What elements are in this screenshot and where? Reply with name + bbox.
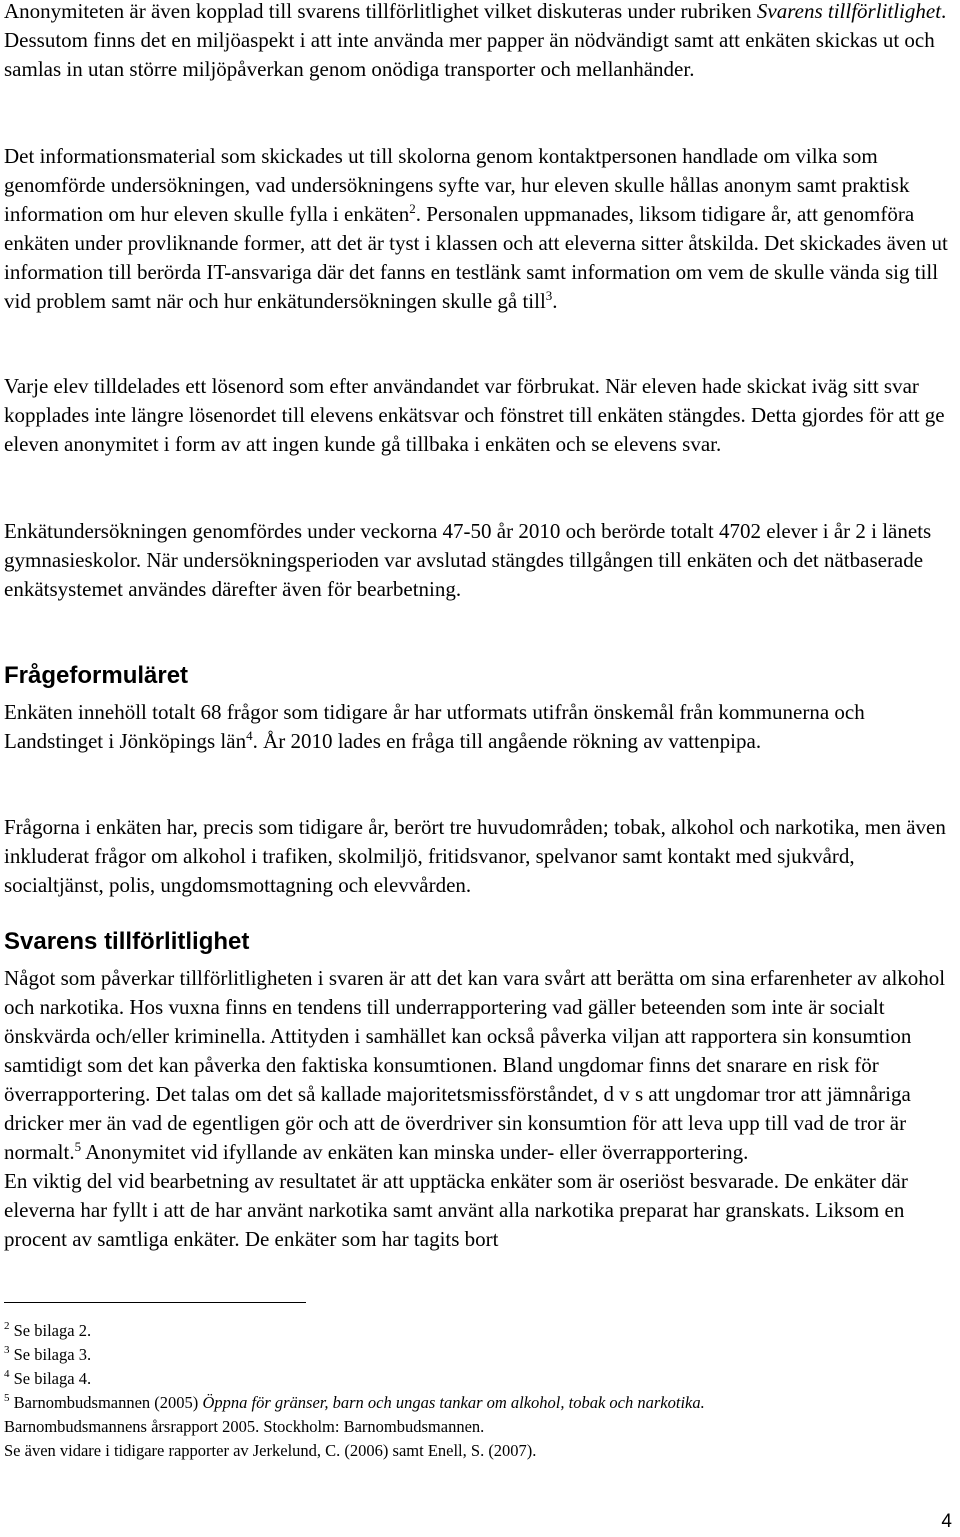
paragraph-question-areas: Frågorna i enkäten har, precis som tidigare år, berört tre huvudområden; tobak, alkohol och narkotika, men även inkluderat frågor om alkohol i trafiken, skolmiljö, fritidsvanor, spelvanor samt kontakt med sjukvård, socialtjänst, polis, ungdomsmottagning och elevvården. xyxy=(4,815,946,897)
footnote-divider xyxy=(4,1302,306,1303)
section-heading-reliability: Svarens tillförlitlighet xyxy=(4,928,250,955)
footnotes xyxy=(4,1319,956,1463)
paragraph-text: Det informationsmaterial som skickades ut till skolorna genom kontaktpersonen handlade om vilka som genomförde undersökningen, vad undersökningens syfte var, hur eleven skulle hållas anonym samt praktisk information om hur eleven skulle fylla i enkäten xyxy=(4,144,910,226)
footnote-2 xyxy=(4,1319,956,1343)
footnote-number: 3 xyxy=(4,1344,10,1356)
page-number: 4 xyxy=(941,1511,952,1532)
footnote-text: Se även vidare i tidigare rapporter av Jerkelund, C. (2006) samt Enell, S. (2007). xyxy=(4,1441,537,1460)
paragraph-survey-period: Enkätundersökningen genomfördes under veckorna 47-50 år 2010 och berörde totalt 4702 elever i år 2 i länets gymnasieskolor. När undersökningsperioden var avslutad stängdes tillgången till enkäten och det nätbaserade enkätsystemet användes därefter även för bearbetning. xyxy=(4,519,932,601)
footnote-text: Barnombudsmannens årsrapport 2005. Stockholm: Barnombudsmannen. xyxy=(4,1417,485,1436)
section-heading-questionnaire: Frågeformuläret xyxy=(4,662,189,689)
paragraph-reliability xyxy=(4,964,956,1254)
footnote-text: Se bilaga 4. xyxy=(13,1369,92,1388)
paragraph-text: Enkäten innehöll totalt 68 frågor som tidigare år har utformats utifrån önskemål från kommunerna och Landstinget i Jönköpings län xyxy=(4,700,865,753)
italic-reference: Svarens tillförlitlighet xyxy=(756,0,942,23)
footnote-4 xyxy=(4,1367,956,1391)
footnote-number: 5 xyxy=(4,1392,10,1404)
footnote-ref-5: 5 xyxy=(74,1139,82,1154)
paragraph-text: . xyxy=(552,289,558,313)
paragraph-text: Anonymiteten är även kopplad till svarens tillförlitlighet vilket diskuteras under rubriken xyxy=(4,0,752,23)
footnote-5-cont xyxy=(4,1415,956,1439)
footnote-text: Se bilaga 2. xyxy=(13,1321,92,1340)
footnote-ref-4: 4 xyxy=(246,728,253,743)
footnote-3 xyxy=(4,1343,956,1367)
paragraph-questionnaire xyxy=(4,698,956,756)
footnote-text: Se bilaga 3. xyxy=(13,1345,92,1364)
paragraph-password: Varje elev tilldelades ett lösenord som efter användandet var förbrukat. När eleven hade skickat iväg sitt svar kopplades inte längre lösenordet till elevens enkätsvar och fönstret till enkäten stängdes. Detta gjordes för att ge eleven anonymitet i form av att ingen kunde gå tillbaka i enkäten och se elevens svar. xyxy=(4,374,945,456)
paragraph-information-material xyxy=(4,142,956,316)
footnote-text: Barnombudsmannen (2005) xyxy=(13,1393,203,1412)
paragraph-text: En viktig del vid bearbetning av resultatet är att upptäcka enkäter som är oseriöst besvarade. De enkäter där eleverna har fyllt i att de har använt narkotika samt använt alla narkotika preparat har granskats. Liksom en procent av samtliga enkäter. De enkäter som har tagits bort xyxy=(4,1169,908,1251)
footnote-number: 2 xyxy=(4,1320,10,1332)
footnote-5-cont2 xyxy=(4,1439,956,1463)
footnote-number: 4 xyxy=(4,1368,10,1380)
paragraph-text: Anonymitet vid ifyllande av enkäten kan minska under- eller överrapportering. xyxy=(81,1140,749,1164)
paragraph-text: . Dessutom finns det en miljöaspekt i att inte använda mer papper än nödvändigt samt att enkäten skickas ut och samlas in utan större miljöpåverkan genom onödiga transporter och mellanhänder. xyxy=(4,0,947,81)
paragraph-text: Något som påverkar tillförlitligheten i svaren är att det kan vara svårt att berätta om sina erfarenheter av alkohol och narkotika. Hos vuxna finns en tendens till underrapportering vad gäller beteenden som inte är socialt önskvärda och/eller kriminella. Attityden i samhället kan också påverka viljan att rapportera sin konsumtion samtidigt som det kan påverka den faktiska konsumtionen. Bland ungdomar finns det snarare en risk för överrapportering. Det talas om det så kallade majoritetsmissförståndet, d v s att ungdomar tror att jämnåriga dricker mer än vad de egentligen gör och att de överdriver sin konsumtion för att leva upp till vad de tror är normalt. xyxy=(4,966,946,1164)
footnote-ref-2: 2 xyxy=(409,201,416,216)
footnote-title: Öppna för gränser, barn och ungas tankar om alkohol, tobak och narkotika. xyxy=(202,1393,705,1412)
paragraph-anonymity xyxy=(4,0,956,84)
paragraph-text: . År 2010 lades en fråga till angående rökning av vattenpipa. xyxy=(252,729,762,753)
footnote-ref-3: 3 xyxy=(545,288,553,303)
paragraph-text: . Personalen uppmanades, liksom tidigare år, att genomföra enkäten under provliknande former, att det är tyst i klassen och att eleverna sitter åtskilda. Det skickades även ut information till berörda IT-ansvariga där det fanns en testlänk samt information om vem de skulle vända sig till vid problem samt när och hur enkätundersökningen skulle gå till xyxy=(4,202,948,313)
footnote-5 xyxy=(4,1391,956,1415)
